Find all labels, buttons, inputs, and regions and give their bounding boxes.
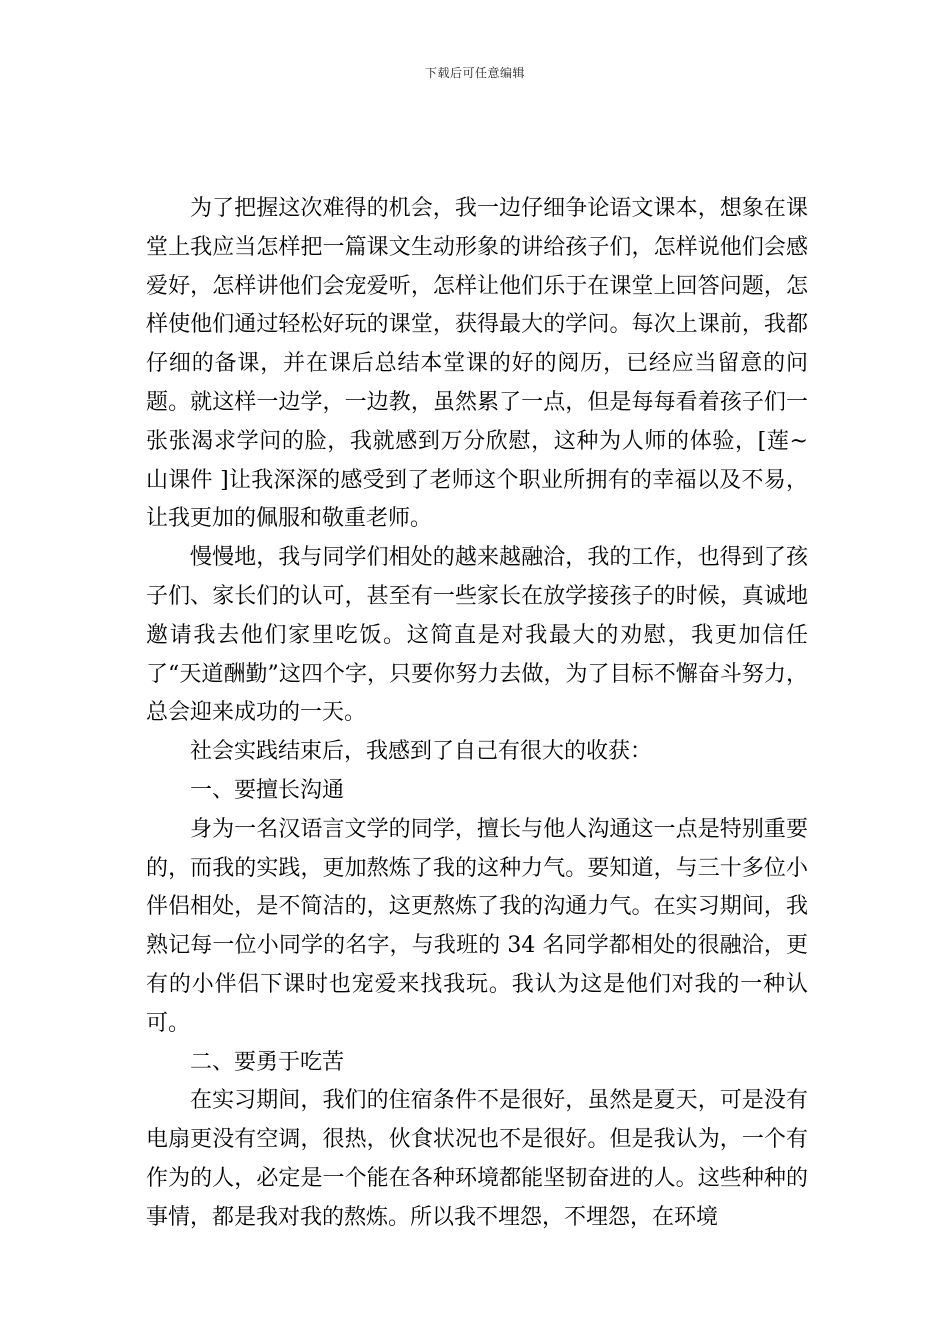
paragraph-summary-intro: 社会实践结束后，我感到了自己有很大的收获：	[190, 739, 653, 765]
paragraph-communication: 身为一名汉语言文学的同学，擅长与他人沟通这一点是特别重要的，而我的实践，更加熬炼了我的这种力气。要知道，与三十多位小伴侣相处，是不简洁的，这更熬炼了我的沟通力气。在实习期间，我熟记每一位小同学的名字，与我班的 34 名同学都相处的很融洽，更有的小伴侣下课时也宠爱来找我玩。我认为这是他们对我的一种认可。	[146, 816, 808, 1036]
paragraph-getting-along: 慢慢地，我与同学们相处的越来越融洽，我的工作，也得到了孩子们、家长们的认可，甚至有一些家长在放学接孩子的时候，真诚地邀请我去他们家里吃饭。这简直是对我最大的劝慰，我更加信任了“天道酬勤”这四个字，只要你努力去做，为了目标不懈奋斗努力，总会迎来成功的一天。	[146, 545, 808, 726]
section-heading-communication: 一、要擅长沟通	[190, 777, 345, 803]
paragraph-hardship: 在实习期间，我们的住宿条件不是很好，虽然是夏天，可是没有电扇更没有空调，很热，伙食状况也不是很好。但是我认为，一个有作为的人，必定是一个能在各种环境都能坚韧奋进的人。这些种种的事情，都是我对我的熬炼。所以我不埋怨，不埋怨，在环境	[146, 1088, 808, 1230]
document-body	[146, 190, 808, 1238]
page-header: 下载后可任意编辑	[424, 66, 525, 80]
section-heading-hardship: 二、要勇于吃苦	[190, 1049, 345, 1075]
paragraph-practice-opportunity: 为了把握这次难得的机会，我一边仔细争论语文课本，想象在课堂上我应当怎样把一篇课文生动形象的讲给孩子们，怎样说他们会感爱好，怎样讲他们会宠爱听，怎样让他们乐于在课堂上回答问题，怎样使他们通过轻松好玩的课堂，获得最大的学问。每次上课前，我都仔细的备课，并在课后总结本堂课的好的阅历，已经应当留意的问题。就这样一边学，一边教，虽然累了一点，但是每每看着孩子们一张张渴求学问的脸，我就感到万分欣慰，这种为人师的体验，[莲~山课件 ]让我深深的感受到了老师这个职业所拥有的幸福以及不易，让我更加的佩服和敬重老师。	[146, 196, 808, 532]
